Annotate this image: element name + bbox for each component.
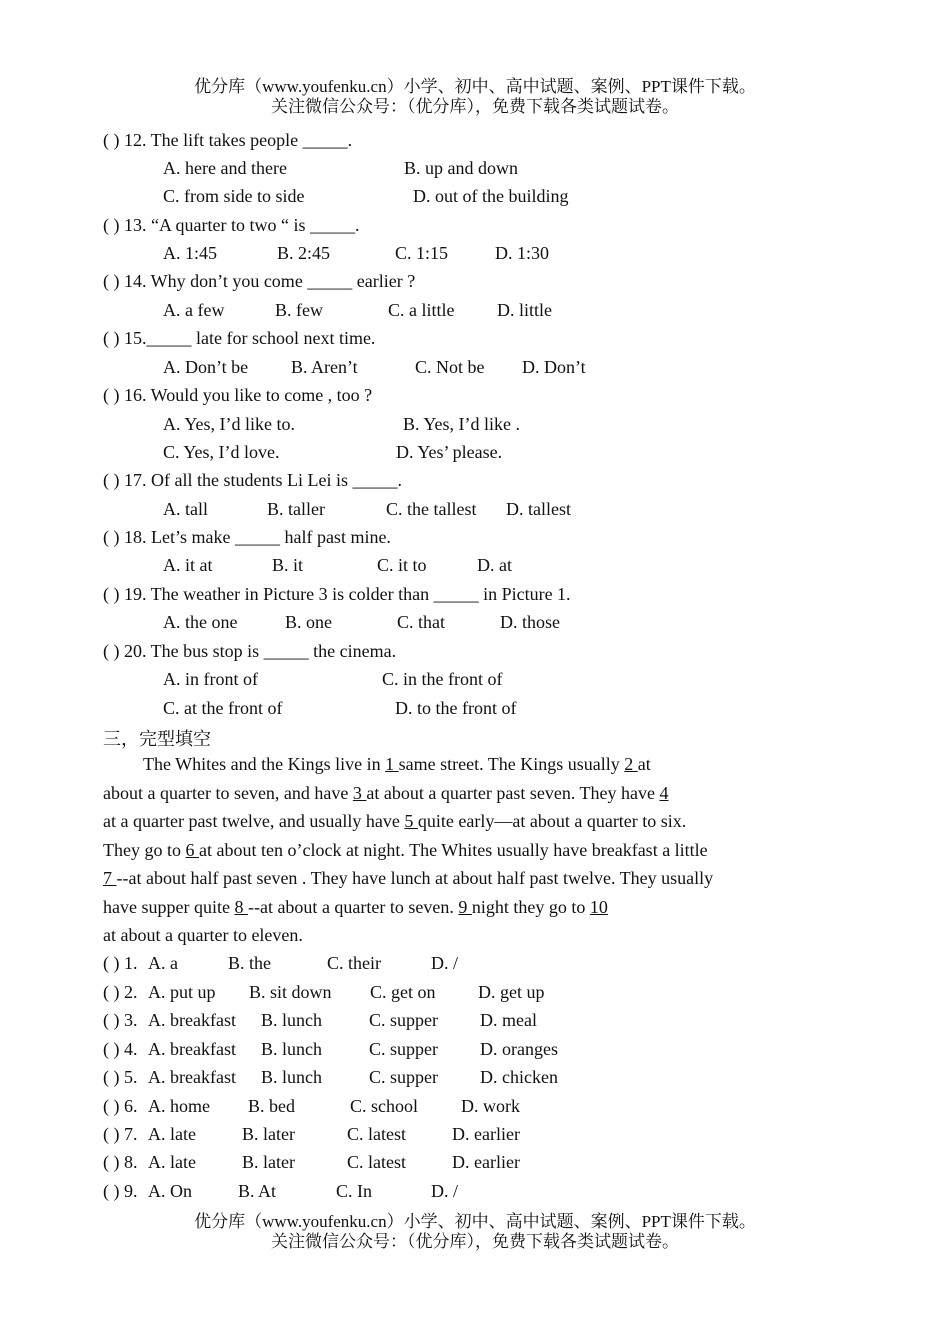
passage-text: They go to [103, 840, 186, 860]
option: D. to the front of [395, 698, 517, 718]
item-number: ( ) 9. [103, 1181, 138, 1201]
option: C. it to [377, 555, 427, 575]
option: C. a little [388, 300, 455, 320]
blank: 10 [589, 897, 608, 917]
question-stem: ( ) 19. The weather in Picture 3 is colder than _____ in Picture 1. [103, 584, 571, 604]
option: B. one [285, 612, 332, 632]
option: D. tallest [506, 499, 571, 519]
passage-text: same street. The Kings usually [398, 754, 625, 774]
footer-line-2: 关注微信公众号：（优分库），免费下载各类试题试卷。 [271, 1232, 679, 1251]
option: A. put up [148, 982, 216, 1002]
question-stem: ( ) 12. The lift takes people _____. [103, 130, 353, 150]
question-stem: ( ) 16. Would you like to come , too ? [103, 385, 373, 405]
option: B. sit down [249, 982, 332, 1002]
option: B. up and down [404, 158, 518, 178]
header-line-1: 优分库（www.youfenku.cn）小学、初中、高中试题、案例、PPT课件下载。 [194, 77, 756, 96]
option: C. in the front of [382, 669, 503, 689]
option: D. get up [478, 982, 545, 1002]
option: D. Yes’ please. [396, 442, 503, 462]
option: A. a [148, 953, 178, 973]
question-stem: ( ) 15._____ late for school next time. [103, 328, 376, 348]
option: D. earlier [452, 1152, 520, 1172]
passage-text: at a quarter past twelve, and usually have [103, 811, 405, 831]
blank: 4 [659, 783, 669, 803]
option: C. supper [369, 1039, 438, 1059]
passage-line [103, 867, 713, 889]
passage-line [103, 896, 608, 918]
option: C. from side to side [163, 186, 305, 206]
blank: 6 [185, 840, 199, 860]
option: C. latest [347, 1124, 406, 1144]
item-number: ( ) 4. [103, 1039, 138, 1059]
option: C. latest [347, 1152, 406, 1172]
option: B. Yes, I’d like . [403, 414, 521, 434]
option: A. Yes, I’d like to. [163, 414, 296, 434]
option: C. Yes, I’d love. [163, 442, 280, 462]
option: D. little [497, 300, 552, 320]
question-stem: ( ) 14. Why don’t you come _____ earlier ? [103, 271, 416, 291]
option: B. the [228, 953, 271, 973]
passage-line [103, 782, 668, 804]
option: A. late [148, 1124, 196, 1144]
option: A. tall [163, 499, 208, 519]
option: A. breakfast [148, 1067, 236, 1087]
option: D. chicken [480, 1067, 558, 1087]
blank: 5 [404, 811, 418, 831]
option: A. On [148, 1181, 192, 1201]
option: D. earlier [452, 1124, 520, 1144]
question-stem: ( ) 17. Of all the students Li Lei is _____. [103, 470, 402, 490]
option: A. the one [163, 612, 238, 632]
option: A. breakfast [148, 1010, 236, 1030]
option: C. that [397, 612, 445, 632]
option: A. late [148, 1152, 196, 1172]
page-header [0, 77, 950, 117]
option: B. few [275, 300, 323, 320]
option: A. breakfast [148, 1039, 236, 1059]
passage-line [143, 753, 651, 775]
option: A. home [148, 1096, 210, 1116]
option: C. supper [369, 1067, 438, 1087]
option: A. Don’t be [163, 357, 249, 377]
item-number: ( ) 1. [103, 953, 138, 973]
option: D. meal [480, 1010, 537, 1030]
option: D. oranges [480, 1039, 558, 1059]
option: D. / [431, 953, 458, 973]
passage-text: at [637, 754, 651, 774]
option: A. it at [163, 555, 213, 575]
item-number: ( ) 2. [103, 982, 138, 1002]
blank: 3 [352, 783, 367, 803]
option: C. the tallest [386, 499, 477, 519]
option: B. lunch [261, 1067, 322, 1087]
footer-line-1: 优分库（www.youfenku.cn）小学、初中、高中试题、案例、PPT课件下载。 [194, 1212, 756, 1231]
option: D. / [431, 1181, 458, 1201]
item-number: ( ) 8. [103, 1152, 138, 1172]
passage-line: at about a quarter to eleven. [103, 925, 303, 945]
option: A. 1:45 [163, 243, 217, 263]
option: D. those [500, 612, 560, 632]
question-stem: ( ) 20. The bus stop is _____ the cinema. [103, 641, 397, 661]
passage-text: --at about half past seven . They have lunch at about half past twelve. They usually [116, 868, 714, 888]
option: B. later [242, 1152, 295, 1172]
option: B. lunch [261, 1010, 322, 1030]
item-number: ( ) 5. [103, 1067, 138, 1087]
option: D. out of the building [413, 186, 569, 206]
option: C. 1:15 [395, 243, 449, 263]
blank: 7 [103, 868, 117, 888]
option: A. in front of [163, 669, 258, 689]
option: B. bed [248, 1096, 295, 1116]
option: B. later [242, 1124, 295, 1144]
option: C. supper [369, 1010, 438, 1030]
option: B. lunch [261, 1039, 322, 1059]
option: D. Don’t [522, 357, 586, 377]
passage-text: The Whites and the Kings live in [143, 754, 386, 774]
passage-line [103, 839, 708, 861]
option: D. work [461, 1096, 520, 1116]
item-number: ( ) 6. [103, 1096, 138, 1116]
option: C. Not be [415, 357, 485, 377]
option: B. taller [267, 499, 325, 519]
passage-text: have supper quite [103, 897, 235, 917]
blank: 8 [234, 897, 248, 917]
passage-text: --at about a quarter to seven. [247, 897, 459, 917]
passage-text: night they go to [471, 897, 590, 917]
option: B. Aren’t [291, 357, 358, 377]
option: D. 1:30 [495, 243, 549, 263]
blank: 1 [385, 754, 399, 774]
option: B. At [238, 1181, 277, 1201]
option: A. here and there [163, 158, 287, 178]
question-stem: ( ) 18. Let’s make _____ half past mine. [103, 527, 391, 547]
page-footer [0, 1212, 950, 1252]
question-stem: ( ) 13. “A quarter to two “ is _____. [103, 215, 360, 235]
option: D. at [477, 555, 512, 575]
option: C. at the front of [163, 698, 283, 718]
header-line-2: 关注微信公众号：（优分库），免费下载各类试题试卷。 [271, 97, 679, 116]
item-number: ( ) 3. [103, 1010, 138, 1030]
option: C. get on [370, 982, 436, 1002]
passage-text: quite early—at about a quarter to six. [417, 811, 687, 831]
passage-line [103, 810, 686, 832]
option: C. school [350, 1096, 419, 1116]
option: B. 2:45 [277, 243, 331, 263]
option: C. their [327, 953, 381, 973]
passage-text: about a quarter to seven, and have [103, 783, 353, 803]
blank: 2 [624, 754, 638, 774]
passage-text: at about a quarter past seven. They have [366, 783, 660, 803]
blank: 9 [458, 897, 472, 917]
item-number: ( ) 7. [103, 1124, 138, 1144]
option: C. In [336, 1181, 372, 1201]
section-title: 三，完型填空 [103, 729, 211, 749]
passage-text: at about ten o’clock at night. The Whites usually have breakfast a little [199, 840, 708, 860]
option: B. it [272, 555, 304, 575]
option: A. a few [163, 300, 225, 320]
